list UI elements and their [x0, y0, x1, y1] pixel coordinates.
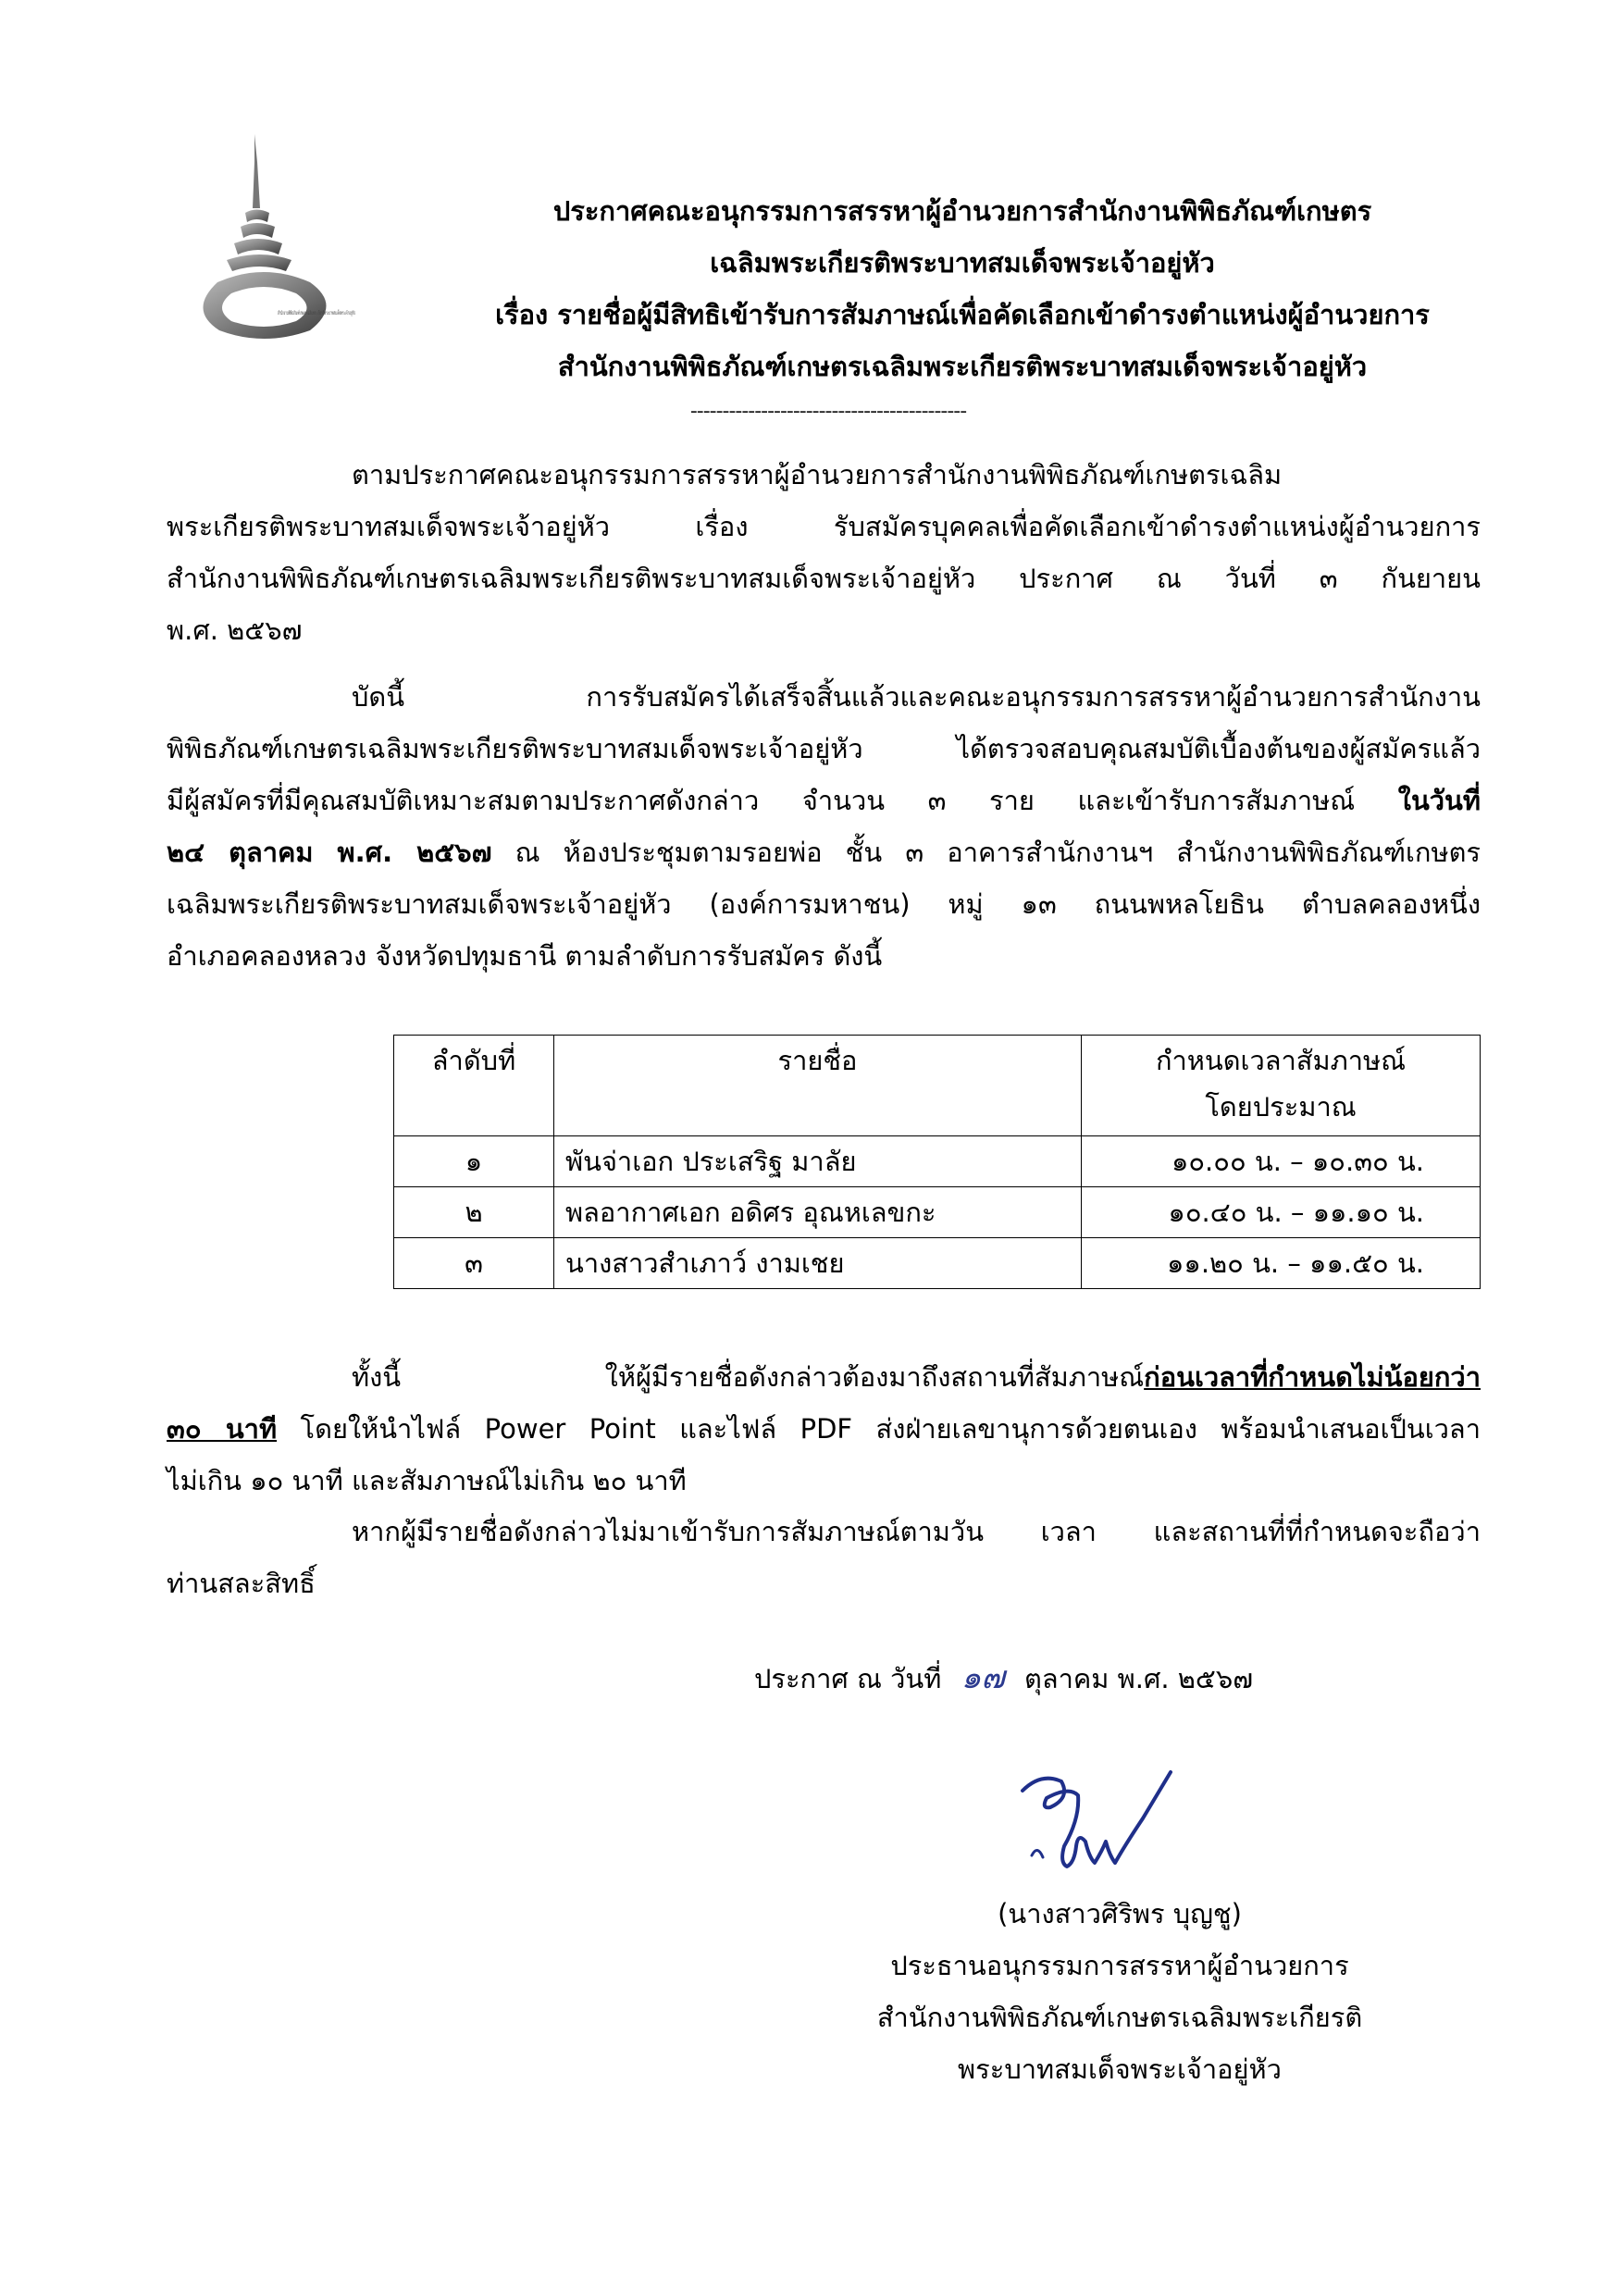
paragraph-line	[167, 1351, 1481, 1403]
signer-name: (นางสาวศิริพร บุญชู)	[998, 1898, 1242, 1929]
row-name: พันจ่าเอก ประเสริฐ มาลัย	[554, 1136, 1082, 1187]
paragraph-line: เฉลิมพระเกียรติพระบาทสมเด็จพระเจ้าอยู่หัว (องค์การมหาชน) หมู่ ๑๓ ถนนพหลโยธิน ตำบลคลองหนึ่ง	[167, 888, 1481, 920]
header-name: รายชื่อ	[554, 1036, 1082, 1136]
header-line-4: สำนักงานพิพิธภัณฑ์เกษตรเฉลิมพระเกียรติพระบาทสมเด็จพระเจ้าอยู่หัว	[557, 351, 1368, 382]
row-time: ๑๐.๔๐ น. – ๑๑.๑๐ น.	[1082, 1187, 1481, 1238]
table-header-row	[394, 1036, 1481, 1136]
header-line-1: ประกาศคณะอนุกรรมการสรรหาผู้อำนวยการสำนักงานพิพิธภัณฑ์เกษตร	[552, 195, 1372, 227]
signer-title-line: ประธานอนุกรรมการสรรหาผู้อำนวยการ	[890, 1950, 1349, 1981]
paragraph-line: พ.ศ. ๒๕๖๗	[167, 614, 303, 646]
museum-logo-icon	[190, 134, 445, 347]
paragraph-line: ตามประกาศคณะอนุกรรมการสรรหาผู้อำนวยการสำนักงานพิพิธภัณฑ์เกษตรเฉลิม	[352, 459, 1283, 490]
paragraph-line	[167, 775, 1481, 826]
text-normal: ณ ห้องประชุมตามรอยพ่อ ชั้น ๓ อาคารสำนักงานฯ สำนักงานพิพิธภัณฑ์เกษตร	[514, 837, 1481, 868]
header-line-3: เรื่อง รายชื่อผู้มีสิทธิเข้ารับการสัมภาษณ์เพื่อคัดเลือกเข้าดำรงตำแหน่งผู้อำนวยการ	[495, 299, 1430, 330]
paragraph-line: หากผู้มีรายชื่อดังกล่าวไม่มาเข้ารับการสัมภาษณ์ตามวัน เวลา และสถานที่ที่กำหนดจะถือว่า	[352, 1516, 1481, 1547]
paragraph-line: ไม่เกิน ๑๐ นาที และสัมภาษณ์ไม่เกิน ๒๐ นาที	[167, 1465, 687, 1496]
row-name: พลอากาศเอก อดิศร อุณหเลขกะ	[554, 1187, 1082, 1238]
paragraph-forfeit	[167, 1506, 1481, 1609]
announcement-date	[754, 1652, 1253, 1702]
signature-icon	[1013, 1754, 1175, 1883]
header-line-2: เฉลิมพระเกียรติพระบาทสมเด็จพระเจ้าอยู่หัว	[710, 247, 1215, 279]
row-time: ๑๐.๐๐ น. – ๑๐.๓๐ น.	[1082, 1136, 1481, 1187]
paragraph-line	[167, 826, 1481, 878]
text-normal: ทั้งนี้ ให้ผู้มีรายชื่อดังกล่าวต้องมาถึงสถานที่สัมภาษณ์	[352, 1361, 1145, 1393]
table-row	[394, 1187, 1481, 1238]
paragraph-instructions	[167, 1351, 1481, 1507]
interview-schedule-table	[393, 1035, 1481, 1289]
row-time: ๑๑.๒๐ น. – ๑๑.๕๐ น.	[1082, 1238, 1481, 1289]
header-order: ลำดับที่	[394, 1036, 554, 1136]
paragraph-result	[167, 671, 1481, 982]
text-normal: มีผู้สมัครที่มีคุณสมบัติเหมาะสมตามประกาศดังกล่าว จำนวน ๓ ราย และเข้ารับการสัมภาษณ์	[167, 785, 1356, 816]
paragraph-line: บัดนี้ การรับสมัครได้เสร็จสิ้นแล้วและคณะอนุกรรมการสรรหาผู้อำนวยการสำนักงาน	[352, 681, 1481, 713]
signer-title-line: สำนักงานพิพิธภัณฑ์เกษตรเฉลิมพระเกียรติ	[876, 2002, 1363, 2033]
signer-title-line: พระบาทสมเด็จพระเจ้าอยู่หัว	[958, 2053, 1282, 2085]
announcement-prefix: ประกาศ ณ วันที่	[754, 1663, 942, 1694]
logo-curved-text: สำนักงานพิพิธภัณฑ์เกษตรเฉลิมพระเกียรติพระบาทสมเด็จพระเจ้าอยู่หัว	[278, 310, 445, 316]
header-time	[1082, 1036, 1481, 1136]
paragraph-reference	[167, 449, 1481, 656]
paragraph-line: สำนักงานพิพิธภัณฑ์เกษตรเฉลิมพระเกียรติพระบาทสมเด็จพระเจ้าอยู่หัว ประกาศ ณ วันที่ ๓ กันยายน	[167, 563, 1481, 594]
header-time-line-1: กำหนดเวลาสัมภาษณ์	[1155, 1045, 1407, 1076]
handwritten-day: ๑๗	[961, 1659, 1005, 1696]
table-row	[394, 1238, 1481, 1289]
arrival-minutes: ๓๐ นาที	[167, 1413, 278, 1445]
paragraph-line: อำเภอคลองหลวง จังหวัดปทุมธานี ตามลำดับการรับสมัคร ดังนี้	[167, 940, 883, 972]
document-header	[389, 185, 1536, 392]
header-separator: -------------------------------------------	[689, 400, 967, 423]
row-order: ๓	[394, 1238, 554, 1289]
row-order: ๑	[394, 1136, 554, 1187]
signer-block	[787, 1888, 1453, 2095]
announcement-suffix: ตุลาคม พ.ศ. ๒๕๖๗	[1023, 1663, 1254, 1694]
arrival-requirement: ก่อนเวลาที่กำหนดไม่น้อยกว่า	[1144, 1361, 1481, 1393]
paragraph-line	[167, 1403, 1481, 1455]
table-row	[394, 1136, 1481, 1187]
text-normal: โดยให้นำไฟล์ Power Point และไฟล์ PDF ส่งฝ่ายเลขานุการด้วยตนเอง พร้อมนำเสนอเป็นเวลา	[300, 1413, 1481, 1445]
paragraph-line: ท่านสละสิทธิ์	[167, 1568, 316, 1599]
interview-date-label: ในวันที่	[1397, 785, 1481, 816]
row-order: ๒	[394, 1187, 554, 1238]
row-name: นางสาวสำเภาว์ งามเชย	[554, 1238, 1082, 1289]
interview-date: ๒๔ ตุลาคม พ.ศ. ๒๕๖๗	[167, 837, 492, 868]
paragraph-line: พระเกียรติพระบาทสมเด็จพระเจ้าอยู่หัว เรื่อง รับสมัครบุคคลเพื่อคัดเลือกเข้าดำรงตำแหน่งผู้อำนวยการ	[167, 511, 1481, 542]
paragraph-line: พิพิธภัณฑ์เกษตรเฉลิมพระเกียรติพระบาทสมเด็จพระเจ้าอยู่หัว ได้ตรวจสอบคุณสมบัติเบื้องต้นของผู้สมัครแล้ว	[167, 733, 1481, 764]
header-time-line-2: โดยประมาณ	[1205, 1091, 1357, 1123]
